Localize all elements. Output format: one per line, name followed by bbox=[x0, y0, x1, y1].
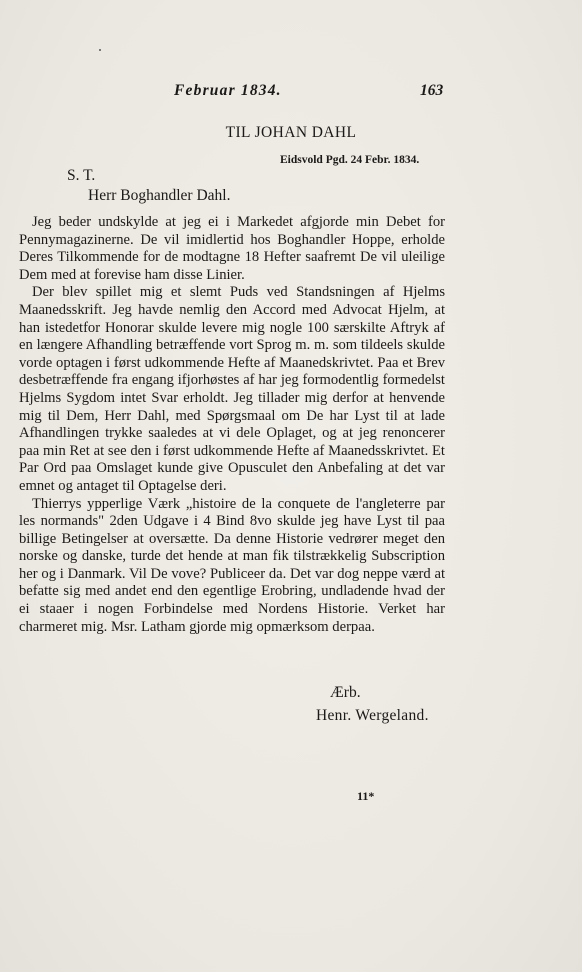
printer-signature-mark: 11* bbox=[357, 789, 375, 803]
salutation-line-2: Herr Boghandler Dahl. bbox=[88, 187, 231, 204]
print-speck bbox=[99, 49, 101, 51]
paragraph: Thierrys ypperlige Værk „histoire de la conquete de l'angleterre par les normands" 2den Udgave i 4 Bind 8vo skulde jeg have Lyst til paa billige Betingelser at oversætte. Da denne Historie vedrører meget den norske og danske, turde det hende at man fik tilstrækkelig Subscription her og i Danmark. Vil De vove? Publiceer da. Det var dog neppe værd at befatte sig med andet end den egentlige Erobring, undladende hvad der ei staaer i nogen Forbindelse med Nordens Historie. Verket har charmeret mig. Msr. Latham gjorde mig opmærksom derpaa. bbox=[19, 495, 445, 635]
letter-dateline: Eidsvold Pgd. 24 Febr. 1834. bbox=[280, 154, 420, 166]
running-head-title: Februar 1834. bbox=[174, 82, 282, 99]
letter-signature: Henr. Wergeland. bbox=[316, 707, 429, 724]
page-number: 163 bbox=[420, 82, 444, 99]
running-head bbox=[0, 82, 582, 104]
letter-title: TIL JOHAN DAHL bbox=[225, 124, 357, 141]
letter-closing: Ærb. bbox=[330, 684, 361, 701]
paragraph: Jeg beder undskylde at jeg ei i Markedet afgjorde min Debet for Pennymagazinerne. De vil imidlertid hos Boghandler Hoppe, erholde Deres Tilkommende for de modtagne 18 Hefter saafremt De vil uleilige Dem med at forevise ham disse Linier. bbox=[19, 214, 445, 283]
paragraph: Der blev spillet mig et slemt Puds ved Standsningen af Hjelms Maanedsskrift. Jeg havde nemlig den Accord med Advocat Hjelm, at han istedetfor Honorar skulde levere mig nogle 100 særskilte Aftryk af en længere Afhandling betræffende vort Sprog m. m. som tildeels skulde vorde optagen i først udkommende Hefte af Maanedskrivtet. Paa et Brev desbetræffende fra engang ifjorhøstes af har jeg formodentlig formedelst Hjelms Sygdom intet Svar erholdt. Jeg tillader mig derfor at henvende mig til Dem, Herr Dahl, med Spørgsmaal om De har Lyst til at lade Afhandlingen trykke saaledes at vi dele Oplaget, og at jeg renoncerer paa min Ret at see den i først udkommende Hefte af Maanedsskrivtet. Et Par Ord paa Omslaget kunde give Opusculet den Anbefaling at det var emnet og antaget til Optagelse deri. bbox=[19, 284, 445, 494]
salutation-line-1: S. T. bbox=[67, 167, 96, 184]
letter-body bbox=[19, 214, 445, 636]
